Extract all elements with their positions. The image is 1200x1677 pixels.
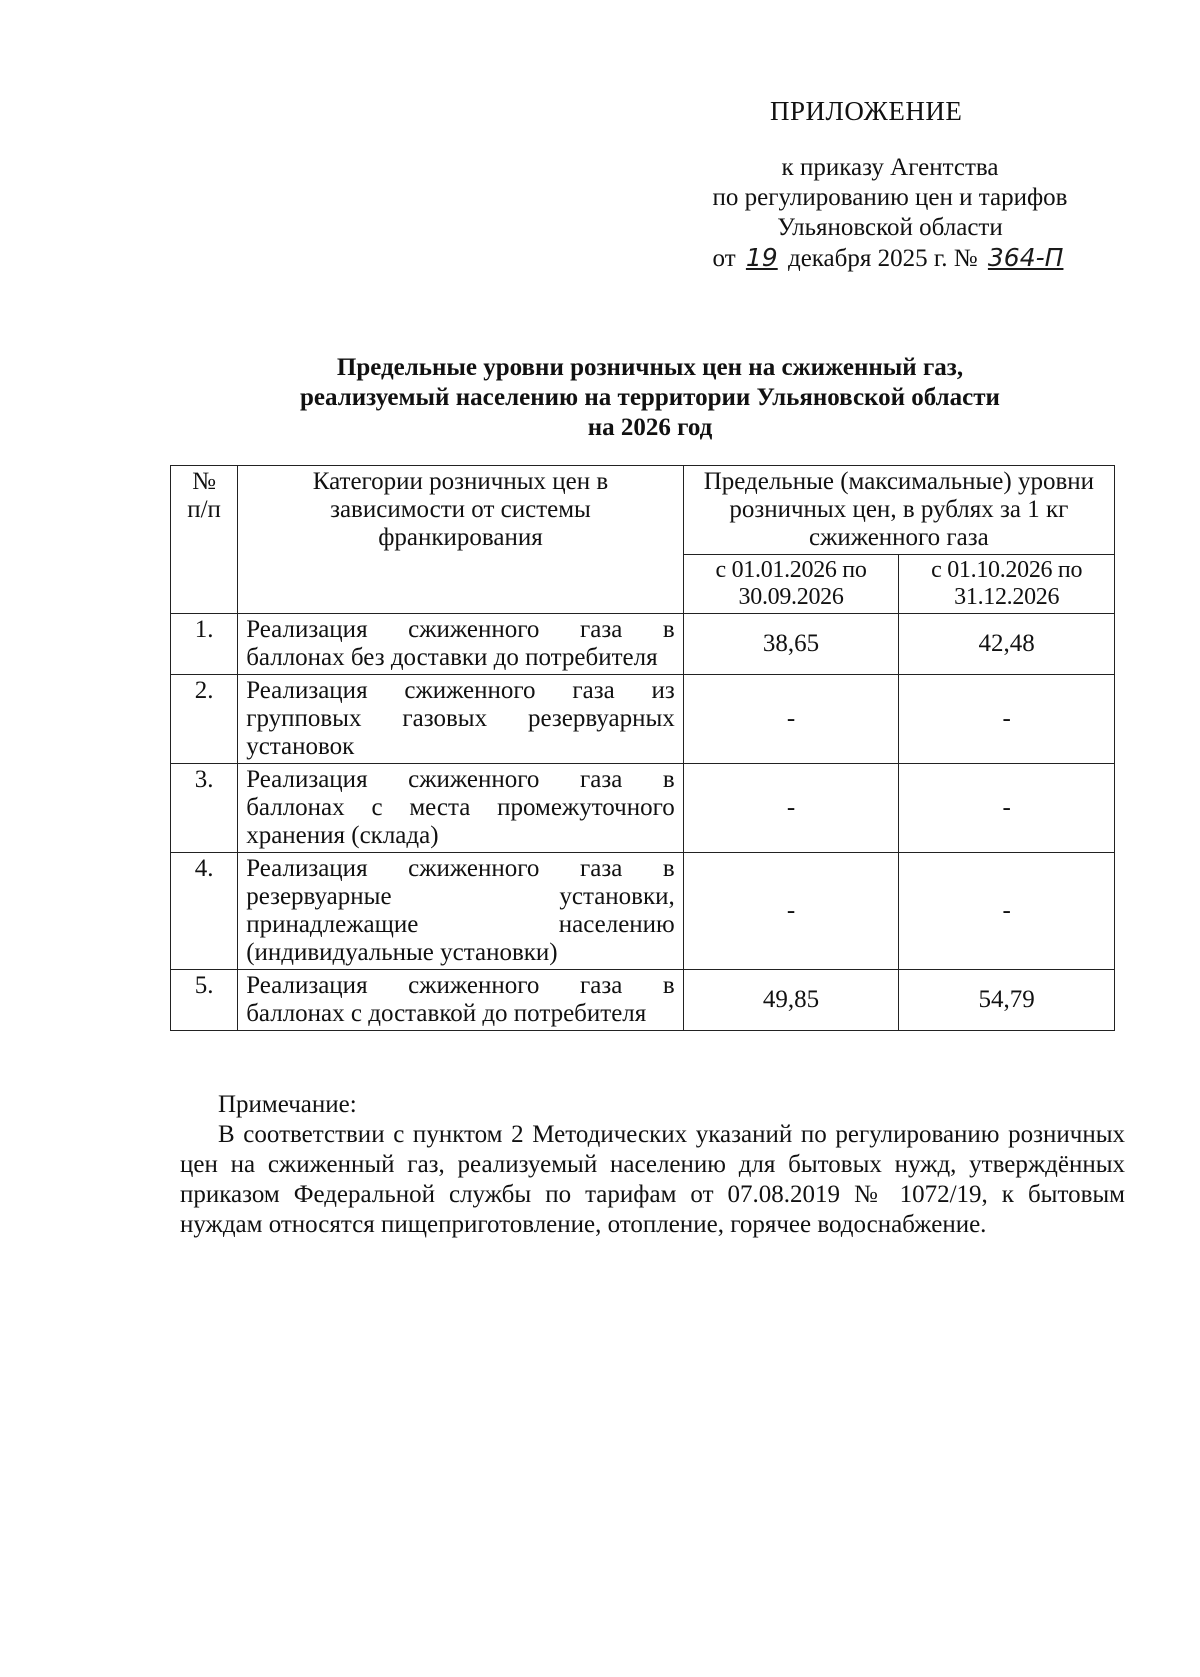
appendix-reference: [640, 153, 1140, 274]
table-row: [171, 853, 1115, 970]
row-category: Реализация сжиженного газа в резервуарные установки, принадлежащие населению (индивидуальные установки): [238, 853, 684, 970]
row-number: 3.: [171, 764, 238, 853]
row-category: Реализация сжиженного газа из групповых газовых резервуарных установок: [238, 675, 684, 764]
appendix-title: ПРИЛОЖЕНИЕ: [770, 96, 963, 126]
order-day-handwritten: 19: [745, 243, 778, 272]
document-title-line-1: Предельные уровни розничных цен на сжиженный газ,: [336, 354, 964, 381]
row-price-period-2: 54,79: [899, 970, 1115, 1031]
document-title: [150, 353, 1150, 443]
row-category: Реализация сжиженного газа в баллонах без доставки до потребителя: [238, 614, 684, 675]
row-category: Реализация сжиженного газа в баллонах с места промежуточного хранения (склада): [238, 764, 684, 853]
header-period-1: с 01.01.2026 по 30.09.2026: [683, 555, 899, 614]
header-period-2: с 01.10.2026 по 31.12.2026: [899, 555, 1115, 614]
row-category: Реализация сжиженного газа в баллонах с доставкой до потребителя: [238, 970, 684, 1031]
table-row: [171, 970, 1115, 1031]
note-text: В соответствии с пунктом 2 Методических указаний по регулированию розничных цен на сжиженный газ, реализуемый населению для бытовых нужд, утверждённых приказом Федеральной службы по тарифам от 07.08.2019 № 1072/19, к бытовым нуждам относятся пищеприготовление, отопление, горячее водоснабжение.: [180, 1121, 1125, 1238]
note-section: [180, 1090, 1125, 1240]
row-number: 4.: [171, 853, 238, 970]
row-price-period-2: -: [899, 853, 1115, 970]
row-price-period-1: -: [683, 764, 899, 853]
row-price-period-1: 49,85: [683, 970, 899, 1031]
header-category: Категории розничных цен в зависимости от системы франкирования: [238, 466, 684, 614]
row-price-period-2: 42,48: [899, 614, 1115, 675]
header-num: № п/п: [171, 466, 238, 614]
header-price: Предельные (максимальные) уровни розничных цен, в рублях за 1 кг сжиженного газа: [683, 466, 1114, 555]
table-body: [171, 614, 1115, 1031]
order-line: [640, 243, 1140, 274]
table-header-row: [171, 466, 1115, 555]
appendix-line-1: к приказу Агентства: [781, 154, 999, 181]
row-price-period-2: -: [899, 764, 1115, 853]
table-row: [171, 614, 1115, 675]
row-price-period-1: 38,65: [683, 614, 899, 675]
appendix-line-3: Ульяновской области: [777, 214, 1003, 241]
price-table: [170, 465, 1115, 1031]
row-number: 5.: [171, 970, 238, 1031]
row-number: 2.: [171, 675, 238, 764]
appendix-line-2: по регулированию цен и тарифов: [712, 184, 1068, 211]
row-price-period-2: -: [899, 675, 1115, 764]
document-title-line-3: на 2026 год: [587, 414, 713, 441]
document-title-line-2: реализуемый населению на территории Ульяновской области: [300, 384, 1000, 411]
table-row: [171, 675, 1115, 764]
order-date-rest: декабря 2025 г. №: [787, 245, 978, 272]
note-label: Примечание:: [218, 1091, 357, 1118]
table-row: [171, 764, 1115, 853]
row-price-period-1: -: [683, 853, 899, 970]
order-prefix: от: [712, 245, 736, 272]
row-price-period-1: -: [683, 675, 899, 764]
row-number: 1.: [171, 614, 238, 675]
order-number-handwritten: 364-П: [987, 243, 1064, 272]
